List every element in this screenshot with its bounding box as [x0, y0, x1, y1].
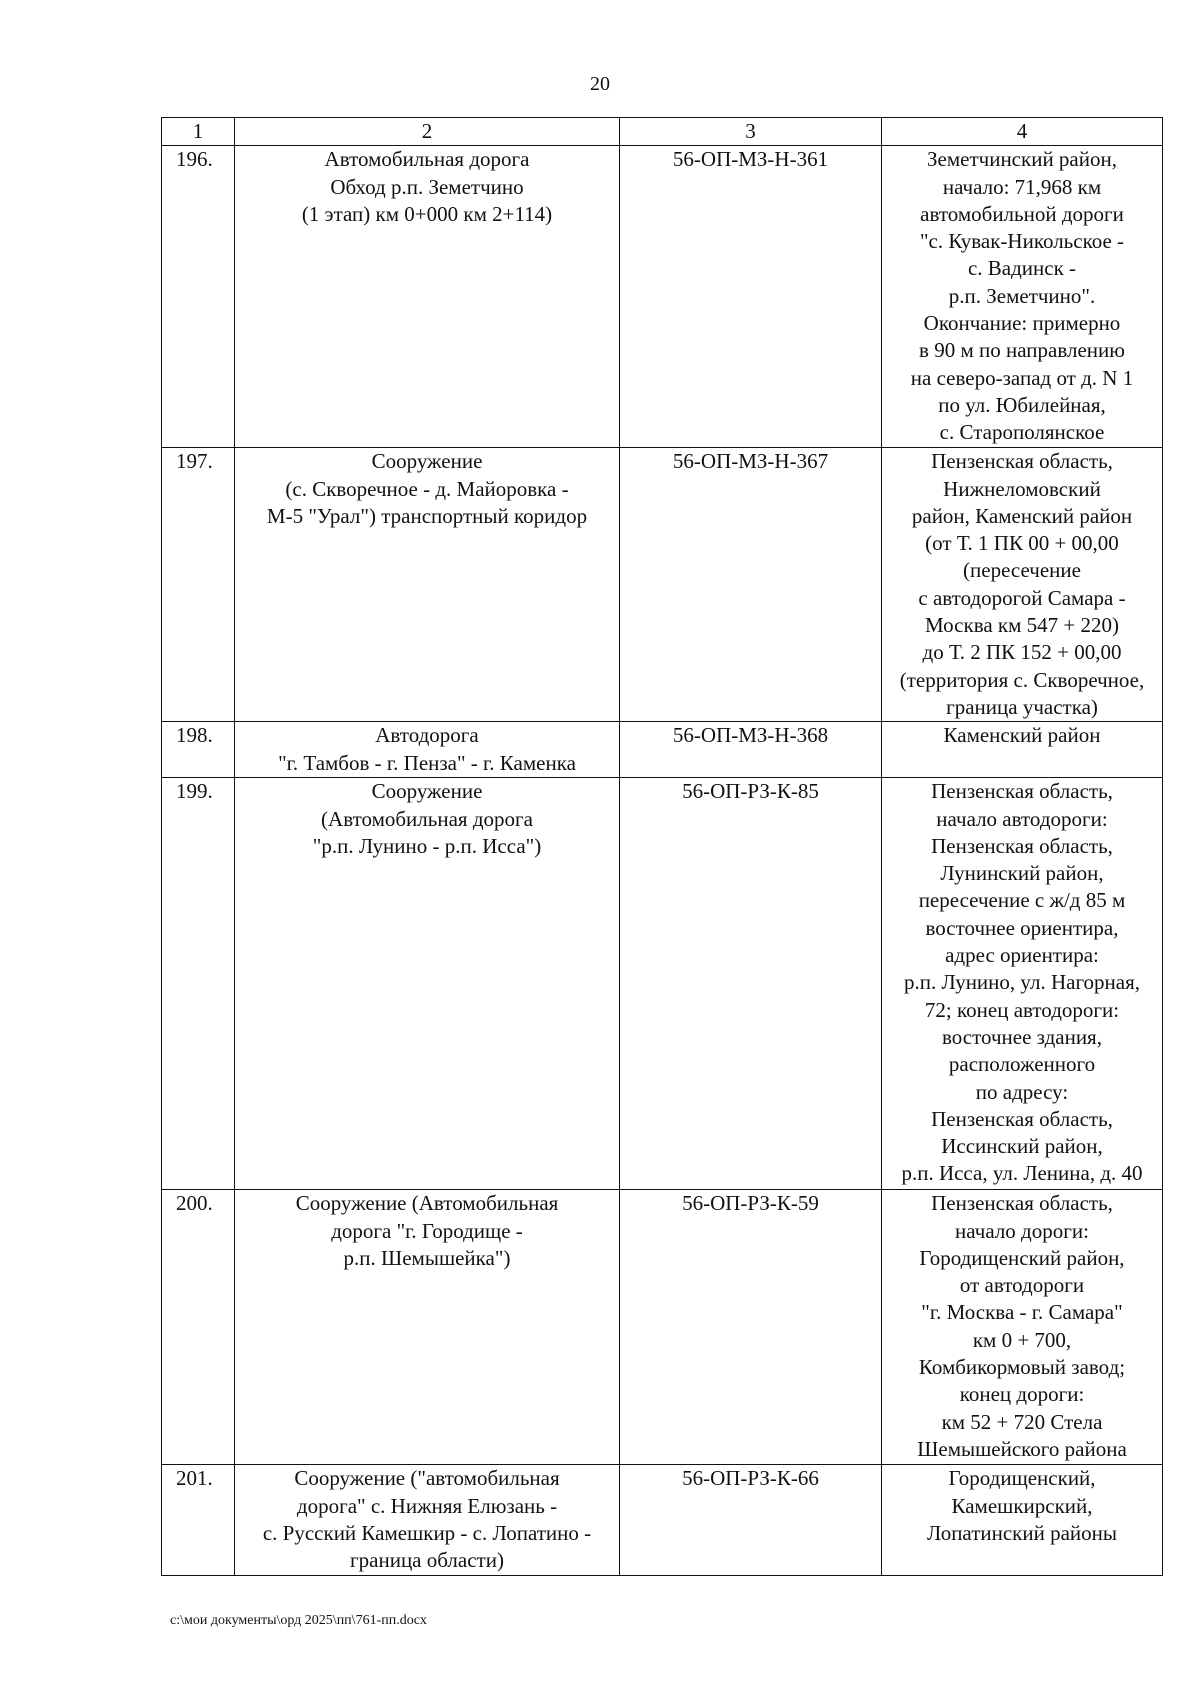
- road-location: Земетчинский район, начало: 71,968 км автомобильной дороги "с. Кувак-Никольское - с. Вадинск - р.п. Земетчино". Окончание: примерно в 90 м по направлению на северо-запад от д. N 1 по ул. Юбилейная, с. Старополянское: [882, 146, 1163, 448]
- road-name: Автодорога "г. Тамбов - г. Пенза" - г. Каменка: [235, 722, 620, 778]
- road-code: 56-ОП-РЗ-К-66: [620, 1465, 882, 1576]
- column-header-name: 2: [235, 118, 620, 146]
- column-header-number: 1: [162, 118, 235, 146]
- table-row: [162, 1190, 1163, 1465]
- road-location: Пензенская область, начало дороги: Городищенский район, от автодороги "г. Москва - г. Самара" км 0 + 700, Комбикормовый завод; конец дороги: км 52 + 720 Стела Шемышейского района: [882, 1190, 1163, 1465]
- road-location: Пензенская область, начало автодороги: Пензенская область, Лунинский район, пересечение с ж/д 85 м восточнее ориентира, адрес ориентира: р.п. Лунино, ул. Нагорная, 72; конец автодороги: восточнее здания, расположенного по адресу: Пензенская область, Иссинский район, р.п. Исса, ул. Ленина, д. 40: [882, 778, 1163, 1190]
- road-location: Пензенская область, Нижнеломовский район, Каменский район (от Т. 1 ПК 00 + 00,00 (пересечение с автодорогой Самара - Москва км 547 + 220) до Т. 2 ПК 152 + 00,00 (территория с. Скворечное, граница участка): [882, 448, 1163, 722]
- road-code: 56-ОП-РЗ-К-59: [620, 1190, 882, 1465]
- road-code: 56-ОП-МЗ-Н-367: [620, 448, 882, 722]
- road-name: Сооружение (Автомобильная дорога "г. Городище - р.п. Шемышейка"): [235, 1190, 620, 1465]
- roads-table: [161, 117, 1163, 1576]
- row-number: 201.: [162, 1465, 235, 1576]
- table-row: [162, 1465, 1163, 1576]
- road-code: 56-ОП-МЗ-Н-361: [620, 146, 882, 448]
- road-location: Городищенский, Камешкирский, Лопатинский районы: [882, 1465, 1163, 1576]
- document-file-path: c:\мои документы\орд 2025\пп\761-пп.docx: [170, 1613, 427, 1628]
- row-number: 198.: [162, 722, 235, 778]
- road-location: Каменский район: [882, 722, 1163, 778]
- page-number: 20: [590, 73, 610, 95]
- table-row: [162, 448, 1163, 722]
- road-name: Сооружение (Автомобильная дорога "р.п. Лунино - р.п. Исса"): [235, 778, 620, 1190]
- row-number: 199.: [162, 778, 235, 1190]
- table-row: [162, 146, 1163, 448]
- road-name: Сооружение (с. Скворечное - д. Майоровка - М-5 "Урал") транспортный коридор: [235, 448, 620, 722]
- column-header-location: 4: [882, 118, 1163, 146]
- road-code: 56-ОП-РЗ-К-85: [620, 778, 882, 1190]
- row-number: 196.: [162, 146, 235, 448]
- row-number: 197.: [162, 448, 235, 722]
- road-name: Автомобильная дорога Обход р.п. Земетчино (1 этап) км 0+000 км 2+114): [235, 146, 620, 448]
- row-number: 200.: [162, 1190, 235, 1465]
- table-header-row: [162, 118, 1163, 146]
- table-row: [162, 722, 1163, 778]
- road-code: 56-ОП-МЗ-Н-368: [620, 722, 882, 778]
- table-row: [162, 778, 1163, 1190]
- column-header-code: 3: [620, 118, 882, 146]
- road-name: Сооружение ("автомобильная дорога" с. Нижняя Елюзань - с. Русский Камешкир - с. Лопатино - граница области): [235, 1465, 620, 1576]
